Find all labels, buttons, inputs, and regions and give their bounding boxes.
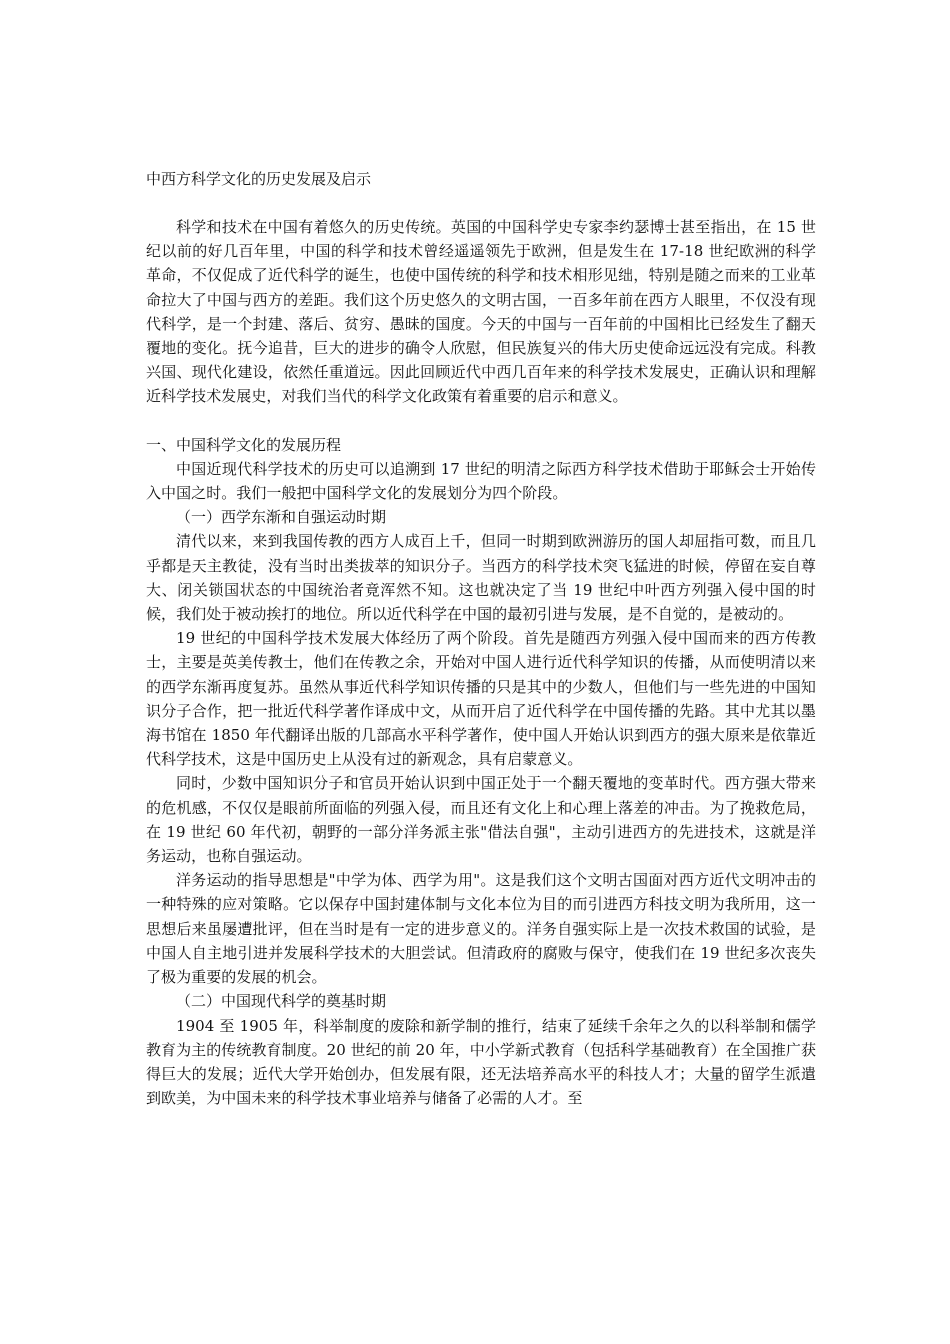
section-heading-1: 一、中国科学文化的发展历程 xyxy=(146,435,342,454)
section-intro-paragraph: 中国近现代科学技术的历史可以追溯到 17 世纪的明清之际西方科学技术借助于耶稣会士开始传入中国之时。我们一般把中国科学文化的发展划分为四个阶段。 xyxy=(146,459,816,503)
body-paragraph: 19 世纪的中国科学技术发展大体经历了两个阶段。首先是随西方列强入侵中国而来的西方传教士，主要是英美传教士，他们在传教之余，开始对中国人进行近代科学知识的传播，从而使明清以来的西学东渐再度复苏。虽然从事近代科学知识传播的只是其中的少数人，但他们与一些先进的中国知识分子合作，把一批近代科学著作译成中文，从而开启了近代科学在中国传播的先路。其中尤其以墨海书馆在 1850 年代翻译出版的几部高水平科学著作，使中国人开始认识到西方的强大原来是依靠近代科学技术，这是中国历史上从没有过的新观念，具有启蒙意义。 xyxy=(146,629,816,769)
body-paragraph: 1904 至 1905 年，科举制度的废除和新学制的推行，结束了延续千余年之久的以科举制和儒学教育为主的传统教育制度。20 世纪的前 20 年，中小学新式教育（包括科学基础教育）在全国推广获得巨大的发展；近代大学开始创办，但发展有限，还无法培养高水平的科技人才；大量的留学生派遣到欧美，为中国未来的科学技术事业培养与储备了必需的人才。至 xyxy=(146,1016,816,1108)
body-paragraph: 洋务运动的指导思想是"中学为体、西学为用"。这是我们这个文明古国面对西方近代文明冲击的一种特殊的应对策略。它以保存中国封建体制与文化本位为目的而引进西方科技文明为我所用，这一思想后来虽屡遭批评，但在当时是有一定的进步意义的。洋务自强实际上是一次技术救国的试验，是中国人自主地引进并发展科学技术的大胆尝试。但清政府的腐败与保守，使我们在 19 世纪多次丧失了极为重要的发展的机会。 xyxy=(146,871,816,987)
body-paragraph: 清代以来，来到我国传教的西方人成百上千，但同一时期到欧洲游历的国人却屈指可数，而且几乎都是天主教徒，没有当时出类拔萃的知识分子。当西方的科学技术突飞猛进的时候，停留在妄自尊大、闭关锁国状态的中国统治者竟浑然不知。这也就决定了当 19 世纪中叶西方列强入侵中国的时候，我们处于被动挨打的地位。所以近代科学在中国的最初引进与发展，是不自觉的，是被动的。 xyxy=(146,532,816,624)
document-page xyxy=(146,167,816,1110)
subsection-heading-2: （二）中国现代科学的奠基时期 xyxy=(176,992,387,1011)
document-title: 中西方科学文化的历史发展及启示 xyxy=(146,170,372,188)
subsection-heading-1: （一）西学东渐和自强运动时期 xyxy=(176,508,387,527)
body-paragraph: 同时，少数中国知识分子和官员开始认识到中国正处于一个翻天覆地的变革时代。西方强大带来的危机感，不仅仅是眼前所面临的列强入侵，而且还有文化上和心理上落差的冲击。为了挽救危局，在 19 世纪 60 年代初，朝野的一部分洋务派主张"借法自强"，主动引进西方的先进技术，这就是洋务运动，也称自强运动。 xyxy=(146,774,816,866)
intro-paragraph: 科学和技术在中国有着悠久的历史传统。英国的中国科学史专家李约瑟博士甚至指出，在 15 世纪以前的好几百年里，中国的科学和技术曾经遥遥领先于欧洲，但是发生在 17-18 世纪欧洲的科学革命，不仅促成了近代科学的诞生，也使中国传统的科学和技术相形见绌，特别是随之而来的工业革命拉大了中国与西方的差距。我们这个历史悠久的文明古国，一百多年前在西方人眼里，不仅没有现代科学，是一个封建、落后、贫穷、愚昧的国度。今天的中国与一百年前的中国相比已经发生了翻天覆地的变化。抚今追昔，巨大的进步的确令人欣慰，但民族复兴的伟大历史使命远远没有完成。科教兴国、现代化建设，依然任重道远。因此回顾近代中西几百年来的科学技术发展史，正确认识和理解近科学技术发展史，对我们当代的科学文化政策有着重要的启示和意义。 xyxy=(146,218,816,406)
